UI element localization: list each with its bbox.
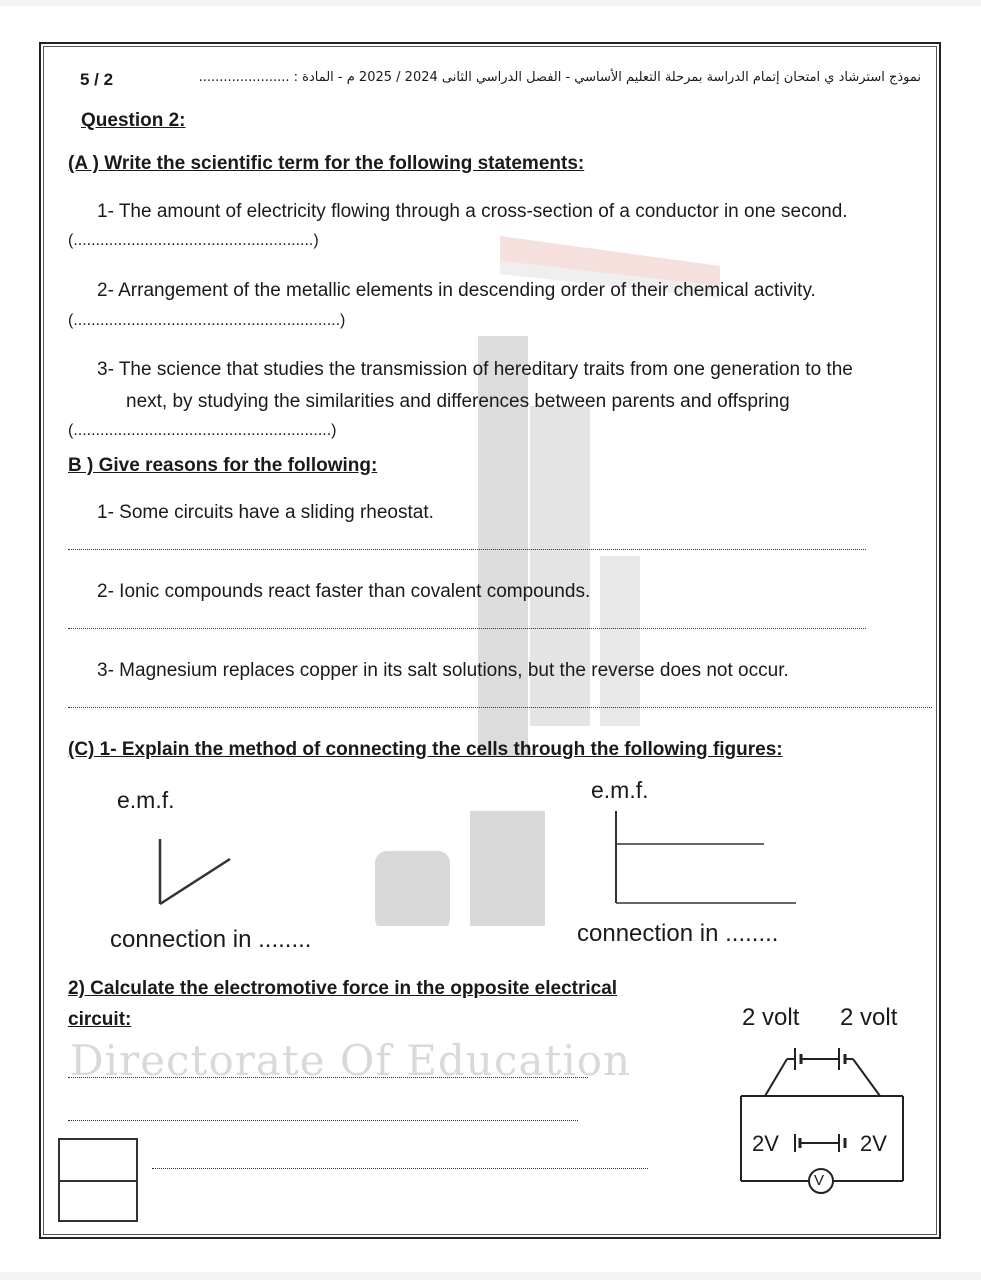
answer-line-b3[interactable] xyxy=(68,707,932,708)
part-a-item-2: 2- Arrangement of the metallic elements in descending order of their chemical activity. xyxy=(97,280,816,301)
part-b-item-2: 2- Ionic compounds react faster than covalent compounds. xyxy=(97,581,591,602)
part-b-item-3: 3- Magnesium replaces copper in its salt solutions, but the reverse does not occur. xyxy=(97,660,789,681)
grade-box-bottom xyxy=(58,1180,138,1222)
part-a-blank-3[interactable]: (..........................................................) xyxy=(68,422,337,439)
part-a-blank-1[interactable]: (......................................................) xyxy=(68,232,319,249)
part-c-question-2-line2: circuit: xyxy=(68,1009,132,1030)
part-c-title: (C) 1- Explain the method of connecting the cells through the following figures: xyxy=(68,739,783,760)
connection-right-text[interactable]: connection in ........ xyxy=(577,920,779,947)
answer-line-c3[interactable] xyxy=(152,1168,648,1169)
circuit-top-right-label: 2 volt xyxy=(840,1004,898,1031)
watermark-text: Directorate Of Education xyxy=(70,1036,632,1085)
graph-left-rising xyxy=(150,834,240,909)
part-a-item-3-line1: 3- The science that studies the transmission of hereditary traits from one generation to the xyxy=(97,359,853,380)
part-b-title: B ) Give reasons for the following: xyxy=(68,455,378,476)
graph-right-constant xyxy=(612,808,802,908)
answer-line-b2[interactable] xyxy=(68,628,866,629)
part-c-question-2-line1: 2) Calculate the electromotive force in the opposite electrical xyxy=(68,978,618,999)
part-a-item-3-line2: next, by studying the similarities and differences between parents and offspring xyxy=(126,391,790,412)
connection-left-text[interactable]: connection in ........ xyxy=(110,926,312,953)
graph-right-ylabel: e.m.f. xyxy=(591,777,649,803)
part-a-item-1: 1- The amount of electricity flowing through a cross-section of a conductor in one second. xyxy=(97,201,848,222)
grade-box-top xyxy=(58,1138,138,1182)
arabic-header-line: نموذج استرشاد ي امتحان إتمام الدراسة بمرحلة التعليم الأساسي - الفصل الدراسي الثانى 2024 / 2025 م - المادة : ...................... xyxy=(198,70,921,85)
question-title: Question 2: xyxy=(81,110,186,131)
circuit-top-left-label: 2 volt xyxy=(742,1004,800,1031)
answer-line-c1[interactable] xyxy=(68,1077,588,1078)
exam-sheet xyxy=(0,6,981,1272)
graph-left-ylabel: e.m.f. xyxy=(117,787,175,813)
answer-line-b1[interactable] xyxy=(68,549,866,550)
circuit-bottom-left-label: 2V xyxy=(752,1131,779,1156)
answer-line-c2[interactable] xyxy=(68,1120,578,1121)
voltmeter-label: V xyxy=(814,1172,825,1189)
circuit-bottom-right-label: 2V xyxy=(860,1131,887,1156)
page-number: 5 / 2 xyxy=(80,70,114,89)
part-b-item-1: 1- Some circuits have a sliding rheostat. xyxy=(97,502,434,523)
part-a-blank-2[interactable]: (............................................................) xyxy=(68,312,346,329)
part-a-title: (A ) Write the scientific term for the following statements: xyxy=(68,153,585,174)
